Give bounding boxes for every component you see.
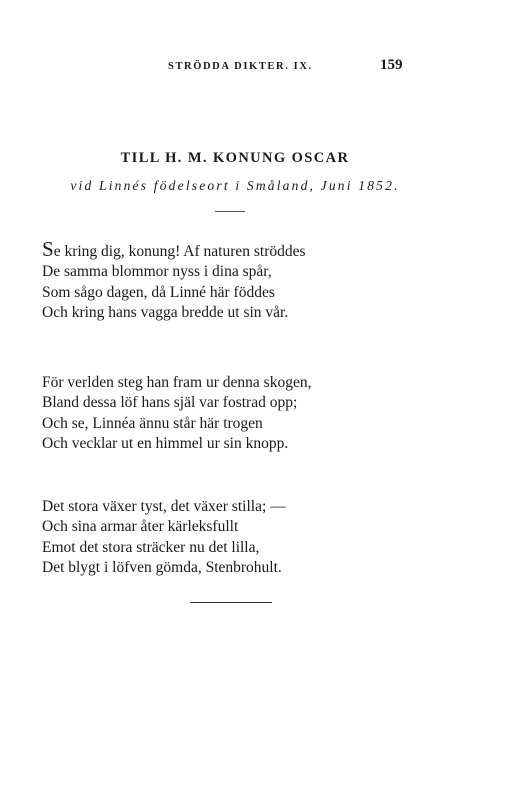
page-number: 159 xyxy=(380,57,403,73)
poem-line xyxy=(42,237,306,262)
poem-line: Och se, Linnéa ännu står här trogen xyxy=(42,414,263,432)
stanza-2 xyxy=(42,373,311,454)
stanza-3 xyxy=(42,497,286,578)
poem-line: De samma blommor nyss i dina spår, xyxy=(42,263,272,281)
stanza-1 xyxy=(42,237,306,323)
title-ornament-rule xyxy=(215,211,245,212)
poem-line: Och kring hans vagga bredde ut sin vår. xyxy=(42,303,289,321)
drop-initial: S xyxy=(42,237,54,261)
poem-title: TILL H. M. KONUNG OSCAR xyxy=(120,150,350,166)
poem-line: Och sina armar åter kärleksfullt xyxy=(42,518,239,536)
running-head: STRÖDDA DIKTER. IX. xyxy=(168,61,313,72)
first-line-rest: e kring dig, konung! Af naturen ströddes xyxy=(53,243,306,260)
poem-line: Och vecklar ut en himmel ur sin knopp. xyxy=(42,434,289,452)
poem-line: Som sågo dagen, då Linné här föddes xyxy=(42,283,275,301)
poem-line: Det stora växer tyst, det växer stilla; — xyxy=(42,498,286,515)
poem-line: Bland dessa löf hans själ var fostrad opp; xyxy=(42,394,298,412)
poem-line: Det blygt i löfven gömda, Stenbrohult. xyxy=(42,558,282,576)
poem-line: För verlden steg han fram ur denna skogen, xyxy=(42,374,312,391)
poem-subtitle: vid Linnés födelseort i Småland, Juni 1852. xyxy=(70,178,400,193)
poem-line: Emot det stora sträcker nu det lilla, xyxy=(42,538,260,556)
end-rule xyxy=(190,602,272,603)
